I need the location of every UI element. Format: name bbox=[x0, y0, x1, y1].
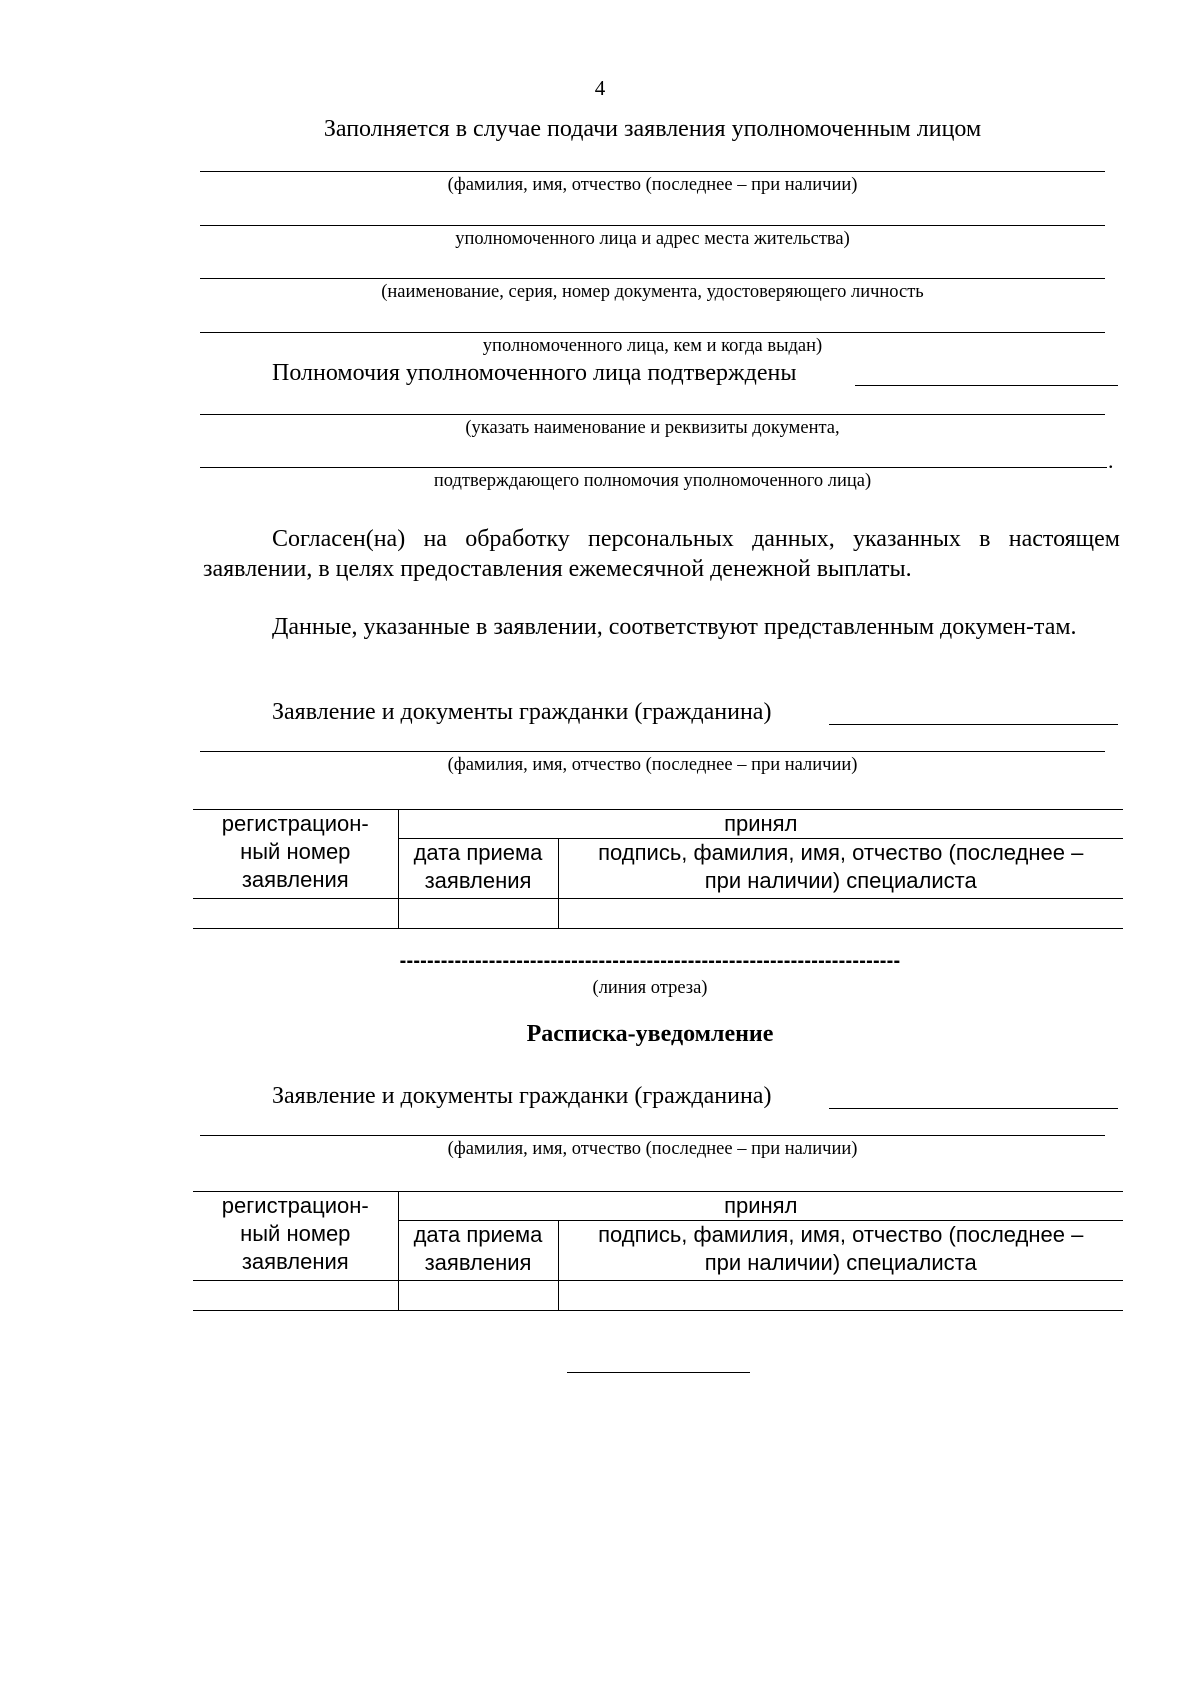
powers-doc-caption: (указать наименование и реквизиты документа, bbox=[465, 418, 840, 438]
registration-table bbox=[193, 809, 1123, 929]
reg-number-cell[interactable] bbox=[193, 899, 398, 929]
receipt-reg-number-header-line-3: заявления bbox=[241, 1249, 349, 1274]
receipt-title: Расписка-уведомление bbox=[526, 1021, 774, 1047]
receipt-accepted-header bbox=[398, 1192, 1123, 1221]
receipt-received-label: Заявление и документы гражданки (гражданина) bbox=[272, 1083, 772, 1109]
end-divider bbox=[567, 1372, 750, 1373]
application-fio-line bbox=[200, 751, 1105, 752]
receipt-receive-date-header-line-2: заявления bbox=[424, 1250, 532, 1275]
receipt-received-fill-line bbox=[829, 1108, 1118, 1109]
rep-section-heading: Заполняется в случае подачи заявления уполномоченным лицом bbox=[323, 116, 982, 142]
reg-number-header bbox=[193, 810, 398, 899]
receipt-reg-number-header-line-1: регистрацион- bbox=[221, 1193, 369, 1218]
rep-address-line bbox=[200, 225, 1105, 226]
application-received-label: Заявление и документы гражданки (гражданина) bbox=[272, 699, 772, 725]
receipt-receive-date-header-line-1: дата приема bbox=[413, 1222, 543, 1247]
powers-doc-caption-2: подтверждающего полномочия уполномоченного лица) bbox=[433, 471, 872, 491]
rep-fio-line bbox=[200, 171, 1105, 172]
accepted-header-label: принял bbox=[724, 811, 798, 836]
page-number: 4 bbox=[594, 76, 606, 100]
receipt-reg-number-header-line-2: ный номер bbox=[240, 1221, 351, 1246]
application-fio-caption: (фамилия, имя, отчество (последнее – при наличии) bbox=[447, 755, 858, 775]
rep-id-doc-caption: (наименование, серия, номер документа, удостоверяющего личность bbox=[381, 282, 924, 302]
rep-fio-caption: (фамилия, имя, отчество (последнее – при наличии) bbox=[447, 175, 858, 195]
receive-date-header-line-1: дата приема bbox=[413, 840, 543, 865]
reg-number-header-line-2: ный номер bbox=[240, 839, 351, 864]
cut-line-dashes: ------------------------------------------------------------------------- bbox=[399, 950, 901, 972]
cut-line-label: (линия отреза) bbox=[592, 978, 708, 998]
receipt-specialist-header-line-1: подпись, фамилия, имя, отчество (последнее – bbox=[598, 1222, 1084, 1247]
rep-address-caption: уполномоченного лица и адрес места жительства) bbox=[455, 229, 850, 249]
rep-id-issued-line bbox=[200, 332, 1105, 333]
specialist-cell[interactable] bbox=[558, 899, 1123, 929]
accepted-header bbox=[398, 810, 1123, 839]
rep-id-issued-caption: уполномоченного лица, кем и когда выдан) bbox=[482, 336, 823, 356]
consent-paragraph: Согласен(на) на обработку персональных данных, указанных в настоящем заявлении, в целях предоставления ежемесячной денежной выплаты. bbox=[203, 526, 1120, 582]
receipt-receive-date-cell[interactable] bbox=[398, 1281, 558, 1311]
powers-fill-line bbox=[855, 385, 1118, 386]
rep-id-doc-line bbox=[200, 278, 1105, 279]
powers-doc-line-2 bbox=[200, 467, 1107, 468]
specialist-header-line-2: при наличии) специалиста bbox=[704, 868, 977, 893]
specialist-header-line-1: подпись, фамилия, имя, отчество (последнее – bbox=[598, 840, 1084, 865]
reg-number-header-line-1: регистрацион- bbox=[221, 811, 369, 836]
powers-doc-period: . bbox=[1108, 448, 1114, 473]
reg-number-header-line-3: заявления bbox=[241, 867, 349, 892]
receipt-accepted-header-label: принял bbox=[724, 1193, 798, 1218]
receipt-specialist-cell[interactable] bbox=[558, 1281, 1123, 1311]
receive-date-cell[interactable] bbox=[398, 899, 558, 929]
specialist-header bbox=[558, 839, 1123, 899]
application-received-fill-line bbox=[829, 724, 1118, 725]
receipt-registration-table bbox=[193, 1191, 1123, 1311]
receive-date-header-line-2: заявления bbox=[424, 868, 532, 893]
receipt-receive-date-header bbox=[398, 1221, 558, 1281]
receipt-specialist-header-line-2: при наличии) специалиста bbox=[704, 1250, 977, 1275]
receipt-reg-number-cell[interactable] bbox=[193, 1281, 398, 1311]
receive-date-header bbox=[398, 839, 558, 899]
receipt-reg-number-header bbox=[193, 1192, 398, 1281]
powers-label: Полномочия уполномоченного лица подтверждены bbox=[272, 360, 797, 386]
data-paragraph: Данные, указанные в заявлении, соответствуют представленным докумен-там. bbox=[272, 614, 1077, 640]
powers-doc-line bbox=[200, 414, 1105, 415]
receipt-specialist-header bbox=[558, 1221, 1123, 1281]
receipt-fio-line bbox=[200, 1135, 1105, 1136]
receipt-fio-caption: (фамилия, имя, отчество (последнее – при наличии) bbox=[447, 1139, 858, 1159]
